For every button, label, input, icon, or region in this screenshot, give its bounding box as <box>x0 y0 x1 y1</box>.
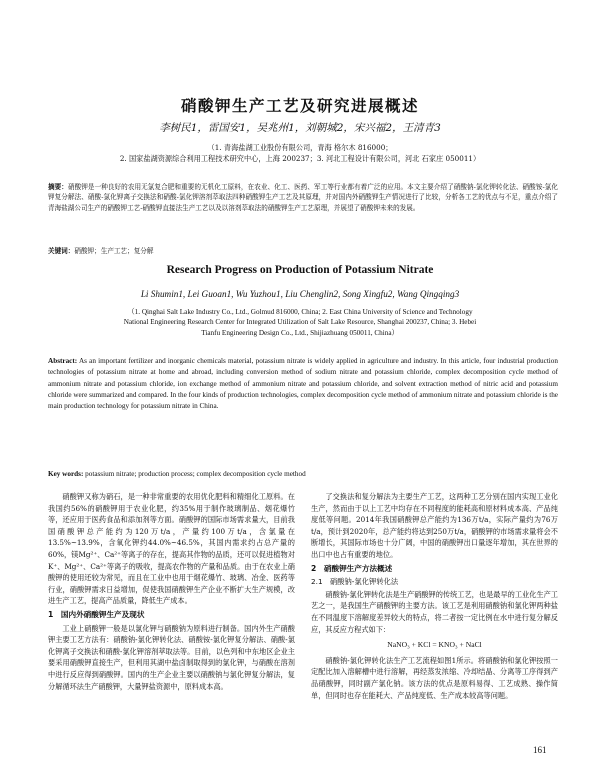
chinese-affiliation-1: （1. 青海盐湖工业股份有限公司，青海 格尔木 816000； <box>207 143 393 152</box>
chinese-abstract-label: 摘要： <box>48 183 68 191</box>
english-affiliation-1: （1. Qinghai Salt Lake Industry Co., Ltd., Golmud 816000, China; 2. East China University of Science and Technology <box>127 308 473 316</box>
body-paragraph: 硝酸钠-氯化钾转化法是生产硝酸钾的传统工艺，也是最早的工业化生产工艺之一，是我国生产硝酸钾的主要方法。该工艺是利用硝酸钠和氯化钾两种盐在不同温度下溶解度差异较大的特点，将二者按一定比例在水中进行复分解反应，其反应方程式如下： <box>311 589 558 634</box>
chinese-abstract <box>48 182 558 213</box>
body-paragraph: 硝酸钾又称为硝石，是一种非常重要的农用优化肥料和精细化工原料。在我国约56%的硝酸钾用于农业化肥，约35%用于制作玻璃制品、烟花爆竹等，还应用于医药食品和添加剂等方面。硝酸钾的国际市场需求量大，目前我国硝酸钾总产能约为120万t/a，产量约100万t/a，含氯量在13.5%~13.9%，含氧化钾约44.0%~46.5%，其国内需求约占总产量的60%，镁Mg²⁺、Ca²⁺等离子的存在，提高其作物的品质，还可以促进植物对K⁺、Mg²⁺、Ca²⁺等离子的吸收，提高农作物的产量和品质。由于在农业上硝酸钾的使用还较为常见，而且在工业中也用于烟花爆竹、玻璃、冶金、医药等行业，硝酸钾需求日益增加，促使我国硝酸钾生产企业不断扩大生产规模，改进生产工艺，提高产品质量，降低生产成本。 <box>48 492 295 606</box>
body-paragraph: 工业上硝酸钾一般是以氯化钾与硝酸钠为原料进行制备。国内外生产硝酸钾主要工艺方法有：硝酸钠-氯化钾转化法、硝酸铵-氯化钾复分解法、硝酸-氯化钾离子交换法和硝酸-氯化钾溶剂萃取法等。目前，以色列和中东地区企业主要采用硝酸钾直接生产，但利用其湖中盐卤制取得到的氯化钾，与硝酸在溶剂中进行反应得到硝酸钾。国内的生产企业主要以硝酸钠与氯化钾复分解法，复分解循环法生产硝酸钾，大量钾盐资源中，原料成本高。 <box>48 623 295 691</box>
english-keywords <box>48 470 558 478</box>
english-authors: Li Shumin1, Lei Guoan1, Wu Yuzhou1, Liu Chenglin2, Song Xingfu2, Wang Qingqing3 <box>140 289 460 299</box>
chinese-abstract-text: 硝酸钾是一种良好的农用无氯复合肥和重要的无机化工原料，在农业、化工、医药、军工等行业都有着广泛的应用。本文主要介绍了硝酸钠-氯化钾转化法、硝酸铵-氯化钾复分解法、硝酸-氯化钾离子交换法和硝酸-氯化钾溶剂萃取法四种硝酸钾生产工艺及其原理，并对国内外硝酸钾生产情况进行了比较，分析各工艺的优点与不足，重点介绍了青海盐湖公司生产的硝酸钾工艺-硝酸钾直接法生产工艺以及以溶剂萃取法的硝酸钾生产工艺原理，并展望了硝酸钾未来的发展。 <box>48 183 559 212</box>
english-keywords-label: Key words: <box>48 470 84 478</box>
english-abstract-label: Abstract: <box>48 357 78 365</box>
chinese-keywords-label: 关键词： <box>48 247 75 255</box>
body-paragraph: 了交换法和复分解法为主要生产工艺，这两种工艺分别在国内实现工业化生产，然而由于以上工艺中均存在不同程度的能耗高和原材料成本高、产品纯度低等问题。2014年我国硝酸钾总产能约为136万t/a，实际产量约为76万t/a，预计到2020年，总产能约将达到250万t/a，硝酸钾的市场需求量将会不断增长，其国际市场也十分广阔，中国的硝酸钾出口量逐年增加，其在世界的出口中也占有重要的地位。 <box>311 492 558 559</box>
section-heading-1: 1 国内外硝酸钾生产及现状 <box>48 609 145 619</box>
body-paragraph: 硝酸钠-氯化钾转化法生产工艺流程如图1所示。将硝酸钠和氯化钾按照一定配比加入溶解槽中进行溶解，再经蒸发浓缩、冷却结晶、分离等工序得到产品硝酸钾，同时副产氯化钠。该方法的优点是原料易得、工艺成熟、操作简单，但同时也存在能耗大、产品纯度低、生产成本较高等问题。 <box>311 655 558 700</box>
chinese-title: 硝酸钾生产工艺及研究进展概述 <box>180 97 419 115</box>
english-abstract <box>48 356 558 412</box>
english-affiliation-2: National Engineering Research Center for Integrated Utilization of Salt Lake Resource, Shanghai 200237, China; 3. Hebei <box>123 318 477 327</box>
english-affiliation <box>40 307 560 338</box>
chinese-keywords-text: 硝酸钾；生产工艺；复分解 <box>74 247 154 255</box>
chinese-keywords <box>48 245 558 255</box>
chinese-authors: 李树民1，雷国安1，吴兆州1，刘朝城2，宋兴福2，王清青3 <box>159 122 441 134</box>
body-right-column <box>311 491 558 701</box>
body-left-column <box>48 491 295 692</box>
english-abstract-text: As an important fertilizer and inorganic chemicals material, potassium nitrate is widely applied in agriculture and industry. In this article, four industrial production technologies of potassium nitrate at home and abroad, including conversion method of sodium nitrate and potassium chloride, complex decomposition cycle method of ammonium nitrate and potassium chloride, ion exchange method of ammonium nitrate and potassium chloride, and solvent extraction method of nitric acid and potassium chloride were summarized and compared. In the four kinds of production technologies, complex decomposition cycle method of ammonium nitrate and potassium chloride is the main production technology for potassium nitrate in China. <box>48 357 558 411</box>
subsection-heading-2-1: 2.1 硝酸钠-氯化钾转化法 <box>311 577 399 587</box>
section-heading-2: 2 硝酸钾生产方法概述 <box>311 563 393 573</box>
english-title: Research Progress on Production of Potassium Nitrate <box>166 264 434 276</box>
english-affiliation-3: Tianfu Engineering Design Co., Ltd., Shijiazhuang 050011, China） <box>201 328 399 337</box>
reaction-equation: NaNO₃ + KCl = KNO₃ + NaCl <box>387 640 482 650</box>
chinese-affiliation-2: 2. 国家盐湖资源综合利用工程技术研究中心，上海 200237；3. 河北工程设计有限公司，河北 石家庄 050011） <box>119 154 481 163</box>
page-number: 161 <box>533 745 547 755</box>
english-keywords-text: potassium nitrate; production process; complex decomposition cycle method <box>85 470 306 478</box>
